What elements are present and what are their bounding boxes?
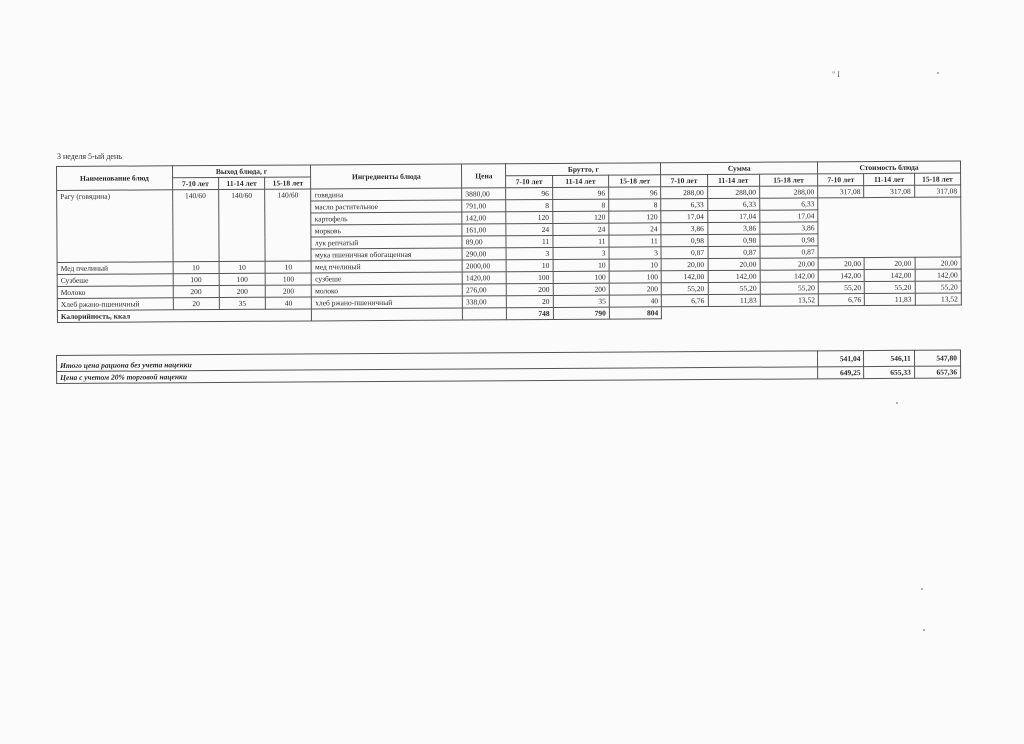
gross-cell: 200 xyxy=(609,283,661,295)
header-ingredients: Ингредиенты блюда xyxy=(311,164,462,189)
ingredient-cell: молоко xyxy=(312,284,463,297)
dish-name-cell: Хлеб ржано-пшеничный xyxy=(57,298,173,311)
sum-cell: 3,86 xyxy=(707,222,759,234)
cost-cell: 55,20 xyxy=(915,281,961,293)
gross-cell: 100 xyxy=(609,271,661,283)
dish-name-cell: Молоко xyxy=(57,286,173,299)
yield-cell: 200 xyxy=(219,285,265,297)
sum-cell: 6,33 xyxy=(760,198,818,210)
empty-cell xyxy=(312,308,463,321)
price-cell: 338,00 xyxy=(463,296,507,308)
header-cost: Стоимость блюда xyxy=(818,161,961,174)
yield-cell: 140/60 xyxy=(265,189,312,261)
ingredient-cell: масло растительное xyxy=(311,200,462,213)
sum-cell: 0,87 xyxy=(760,246,818,258)
gross-cell: 200 xyxy=(507,283,553,295)
header-price: Цена xyxy=(462,164,506,188)
yield-cell: 20 xyxy=(173,298,219,310)
sum-cell: 0,98 xyxy=(707,234,759,246)
calories-value: 748 xyxy=(507,307,553,319)
gross-cell: 200 xyxy=(553,283,609,295)
header-age: 7-10 лет xyxy=(818,174,864,186)
cost-cell: 317,08 xyxy=(864,185,914,197)
dish-name-cell: Рагу (говядина) xyxy=(57,190,173,263)
sum-cell: 6,33 xyxy=(707,198,759,210)
cost-cell: 13,52 xyxy=(915,293,961,305)
sum-cell: 55,20 xyxy=(661,283,707,295)
sum-cell: 0,87 xyxy=(661,247,707,259)
header-age: 7-10 лет xyxy=(661,175,707,187)
sum-cell: 288,00 xyxy=(661,187,707,199)
price-cell: 290,00 xyxy=(462,248,506,260)
header-gross: Брутто, г xyxy=(506,163,661,176)
cost-cell: 55,20 xyxy=(818,282,864,294)
empty-cell xyxy=(463,308,507,320)
total-label: Цена с учетом 20% торговой наценки xyxy=(57,367,818,384)
sum-cell: 142,00 xyxy=(708,270,760,282)
gross-cell: 100 xyxy=(553,271,609,283)
gross-cell: 8 xyxy=(506,199,552,211)
sum-cell: 13,52 xyxy=(760,294,818,306)
gross-cell: 20 xyxy=(507,295,553,307)
sum-cell: 17,04 xyxy=(760,210,818,222)
ingredient-cell: хлеб ржано-пшеничный xyxy=(312,296,463,309)
price-cell: 161,00 xyxy=(462,224,506,236)
scan-speck xyxy=(921,588,923,590)
sum-cell: 3,86 xyxy=(661,223,707,235)
gross-cell: 11 xyxy=(506,235,552,247)
gross-cell: 3 xyxy=(553,247,609,259)
gross-cell: 11 xyxy=(609,235,661,247)
sum-cell: 11,83 xyxy=(708,294,760,306)
sum-cell: 17,04 xyxy=(661,211,707,223)
header-age: 11-14 лет xyxy=(218,177,264,189)
gross-cell: 100 xyxy=(507,271,553,283)
yield-cell: 100 xyxy=(265,273,311,285)
sum-cell: 17,04 xyxy=(707,210,759,222)
gross-cell: 3 xyxy=(506,247,552,259)
ingredient-cell: картофель xyxy=(311,212,462,225)
header-age: 7-10 лет xyxy=(172,178,218,190)
scan-speck xyxy=(937,72,939,74)
sum-cell: 3,86 xyxy=(760,222,818,234)
sum-cell: 20,00 xyxy=(708,258,760,270)
yield-cell: 10 xyxy=(173,262,219,274)
calories-value: 804 xyxy=(609,307,661,319)
sum-cell: 142,00 xyxy=(661,271,707,283)
gross-cell: 24 xyxy=(553,223,609,235)
yield-cell: 140/60 xyxy=(219,189,266,261)
sum-cell: 6,33 xyxy=(661,199,707,211)
ingredient-cell: морковь xyxy=(311,224,462,237)
sum-cell: 55,20 xyxy=(760,282,818,294)
cost-cell: 6,76 xyxy=(818,294,864,306)
gross-cell: 10 xyxy=(609,259,661,271)
yield-cell: 35 xyxy=(219,297,265,309)
ingredient-cell: мед пчелиный xyxy=(311,260,462,273)
sum-cell: 288,00 xyxy=(707,186,759,198)
ingredient-cell: мука пшеничная обогащенная xyxy=(311,248,462,261)
sum-cell: 0,98 xyxy=(661,235,707,247)
gross-cell: 35 xyxy=(553,295,609,307)
header-age: 11-14 лет xyxy=(552,175,608,187)
yield-cell: 40 xyxy=(265,297,311,309)
price-cell: 791,00 xyxy=(462,200,506,212)
empty-cell xyxy=(662,305,962,319)
sum-cell: 6,76 xyxy=(662,295,708,307)
cost-cell: 20,00 xyxy=(864,257,914,269)
header-age: 15-18 лет xyxy=(609,175,661,187)
gross-cell: 3 xyxy=(609,247,661,259)
total-value: 649,25 xyxy=(818,367,864,379)
yield-cell: 200 xyxy=(173,286,219,298)
cost-cell: 317,08 xyxy=(914,185,960,197)
header-age: 15-18 лет xyxy=(759,174,817,186)
price-cell: 276,00 xyxy=(462,284,506,296)
header-age: 15-18 лет xyxy=(265,177,311,189)
cost-empty-cell xyxy=(818,197,961,258)
cost-cell: 317,08 xyxy=(818,186,864,198)
total-value: 657,36 xyxy=(914,366,960,378)
header-dish-name: Наименование блюд xyxy=(57,166,173,191)
scan-speck xyxy=(896,402,898,404)
yield-cell: 10 xyxy=(219,261,265,273)
gross-cell: 40 xyxy=(609,295,661,307)
page-mark: " I xyxy=(832,70,840,79)
sum-cell: 55,20 xyxy=(708,282,760,294)
header-age: 7-10 лет xyxy=(506,175,552,187)
sum-cell: 142,00 xyxy=(760,270,818,282)
cost-cell: 142,00 xyxy=(915,269,961,281)
total-label: Итого цена рациона без учета наценки xyxy=(57,355,818,371)
gross-cell: 10 xyxy=(507,259,553,271)
dish-name-cell: Мед пчелиный xyxy=(57,262,173,275)
totals-table xyxy=(56,349,961,384)
cost-cell: 142,00 xyxy=(818,270,864,282)
gross-cell: 120 xyxy=(552,211,608,223)
yield-cell: 200 xyxy=(265,285,311,297)
ingredient-cell: сузбеше xyxy=(312,272,463,285)
calories-value: 790 xyxy=(553,307,609,319)
total-value: 655,33 xyxy=(864,366,914,378)
yield-cell: 100 xyxy=(173,274,219,286)
ingredient-cell: говядина xyxy=(311,188,462,201)
cost-cell: 20,00 xyxy=(818,258,864,270)
price-cell: 3880,00 xyxy=(462,188,506,200)
menu-table xyxy=(56,160,962,323)
header-age: 11-14 лет xyxy=(864,173,914,185)
price-cell: 1420,00 xyxy=(462,272,506,284)
sum-cell: 20,00 xyxy=(760,258,818,270)
total-value: 546,11 xyxy=(864,350,914,366)
calories-label: Калорийность, ккал xyxy=(57,309,311,323)
gross-cell: 96 xyxy=(552,187,608,199)
gross-cell: 120 xyxy=(506,211,552,223)
header-age: 11-14 лет xyxy=(707,174,759,186)
gross-cell: 24 xyxy=(609,223,661,235)
total-value: 541,04 xyxy=(818,351,864,367)
header-yield: Выход блюда, г xyxy=(172,165,311,178)
total-value: 547,80 xyxy=(914,350,960,366)
gross-cell: 24 xyxy=(506,223,552,235)
gross-cell: 8 xyxy=(609,199,661,211)
cost-cell: 11,83 xyxy=(865,293,915,305)
sum-cell: 20,00 xyxy=(661,259,707,271)
price-cell: 142,00 xyxy=(462,212,506,224)
gross-cell: 120 xyxy=(609,211,661,223)
sum-cell: 0,98 xyxy=(760,234,818,246)
yield-cell: 10 xyxy=(265,261,311,273)
sum-cell: 288,00 xyxy=(759,186,817,198)
sum-cell: 0,87 xyxy=(708,246,760,258)
header-sum: Сумма xyxy=(661,162,818,175)
cost-cell: 55,20 xyxy=(865,281,915,293)
gross-cell: 8 xyxy=(552,199,608,211)
ingredient-cell: лук репчатый xyxy=(311,236,462,249)
gross-cell: 11 xyxy=(553,235,609,247)
price-cell: 2000,00 xyxy=(462,260,506,272)
page-heading: 3 неделя 5-ый день xyxy=(57,152,122,161)
gross-cell: 10 xyxy=(553,259,609,271)
yield-cell: 100 xyxy=(219,273,265,285)
header-age: 15-18 лет xyxy=(914,173,960,185)
dish-name-cell: Сузбеше xyxy=(57,274,173,287)
gross-cell: 96 xyxy=(506,187,552,199)
cost-cell: 20,00 xyxy=(915,257,961,269)
cost-cell: 142,00 xyxy=(865,269,915,281)
yield-cell: 140/60 xyxy=(172,190,219,262)
gross-cell: 96 xyxy=(609,187,661,199)
scan-speck xyxy=(923,629,925,631)
price-cell: 89,00 xyxy=(462,236,506,248)
